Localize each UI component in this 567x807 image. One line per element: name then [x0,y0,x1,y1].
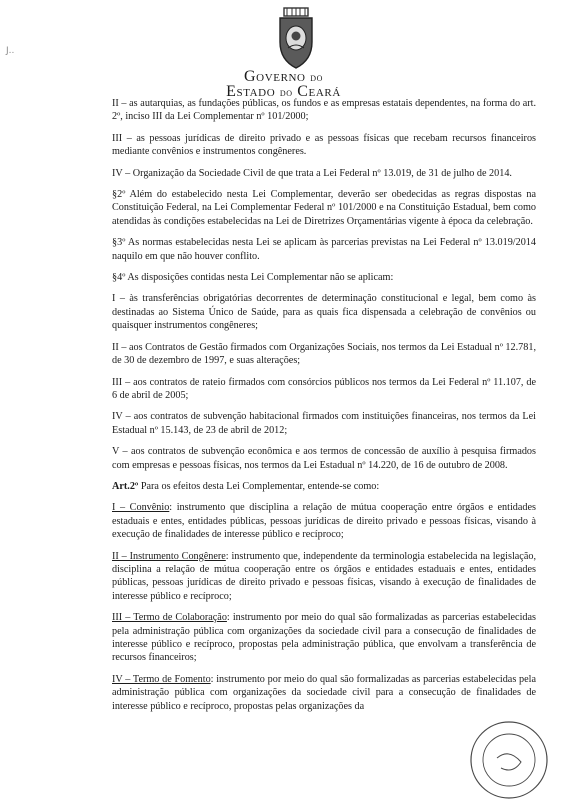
state-coat-of-arms-icon [275,6,317,70]
paragraph-section-4: §4º As disposições contidas nesta Lei Complementar não se aplicam: [112,272,394,284]
definition-term: I – Convênio [112,502,170,514]
header-state-name: Ceará [297,83,341,100]
procuradoria-stamp-icon [467,718,551,802]
definition-term: III – Termo de Colaboração [112,612,227,624]
header-state-main: Estado [226,83,276,100]
document-body [112,97,536,721]
definition-termo-fomento [112,673,536,713]
paragraph-exception-ii: II – aos Contratos de Gestão firmados com Organizações Sociais, nos termos da Lei Estadual nº 12.781, de 30 de dezembro de 1997, e suas alterações; [112,341,536,367]
paragraph-exception-i: I – às transferências obrigatórias decorrentes de determinação constitucional e legal, bem como às destinadas ao Sistema Único de Saúde, para as quais fica dispensada a celebração de convênios ou quaisquer instrumentos congêneres; [112,293,536,332]
paragraph-exception-v: V – aos contratos de subvenção econômica e aos termos de concessão de auxílio à pesquisa firmados com empresas e pessoas físicas, nos termos da Lei Estadual nº 14.220, de 16 de outubro de 2008. [112,446,536,471]
paragraph-inciso-ii: II – as autarquias, as fundações públicas, os fundos e as empresas estatais dependentes, na forma do art. 2º, inciso III da Lei Complementar nº 101/2000; [112,98,536,123]
header-state-small: do [279,87,293,99]
article-2-label: Art.2º [112,480,139,492]
paragraph-exception-iv: IV – aos contratos de subvenção habitacional firmados com instituições financeiras, nos termos da Lei Estadual nº 15.143, de 23 de abril de 2012; [112,411,536,436]
article-2-heading [112,480,536,493]
paragraph-inciso-iv: IV – Organização da Sociedade Civil de que trata a Lei Federal nº 13.019, de 31 de julho de 2014. [112,167,512,179]
paragraph-inciso-iii: III – as pessoas jurídicas de direito privado e as pessoas físicas que recebam recursos financeiros mediante convênios e instrumentos congêneres. [112,132,536,158]
definition-text: : instrumento que, independente da terminologia estabelecida na legislação, disciplina a relação de mútua cooperação entre os órgãos e entidades estaduais e entes, entidades públicas, pessoas jurídicas de direito privado e pessoas físicas, visando à execução de finalidades de interesse público e recíproco; [112,550,536,602]
definition-term: II – Instrumento Congênere [112,550,226,562]
header-government-main: Governo [244,68,306,85]
paragraph-section-3: §3º As normas estabelecidas nesta Lei se aplicam às parcerias previstas na Lei Federal nº 13.019/2014 naquilo em que não houver conflito. [112,237,536,262]
definition-instrumento-congenere [112,550,536,604]
handwritten-margin-note: J.. [6,46,15,56]
definition-term: IV – Termo de Fomento [112,673,211,685]
header-government-small: do [310,72,323,84]
paragraph-section-2: §2º Além do estabelecido nesta Lei Complementar, deverão ser obedecidas as regras dispostas na Constituição Federal, na Lei Complementar Federal nº 101/2000 e na Constituição Estadual, bem como atendidas às condições estabelecidas na Lei de Diretrizes Orçamentárias vigente à época da celebração. [112,189,536,227]
definition-text: : instrumento que disciplina a relação de mútua cooperação entre órgãos e entidades estaduais e entes, entidades públicas, pessoas jurídicas de direito privado e pessoas físicas, visando à execução de finalidades de interesse público e recíproco; [112,502,536,541]
definition-convenio [112,501,536,541]
definition-termo-colaboracao [112,611,536,665]
paragraph-exception-iii: III – aos contratos de rateio firmados com consórcios públicos nos termos da Lei Federal nº 11.107, de 6 de abril de 2005; [112,376,536,401]
definition-text: : instrumento por meio do qual são formalizadas as parcerias estabelecidas pela administração pública com organizações da sociedade civil para a consecução de finalidades de interesse público e recíproco, propostas pelas organizações da [112,673,536,712]
definition-text: : instrumento por meio do qual são formalizadas as parcerias estabelecidas pela administração pública com organizações da sociedade civil para a consecução de finalidades de interesse público e recíproco, propostas pela administração pública, que envolvam a transferência de recursos financeiros; [112,612,536,664]
article-2-intro: Para os efeitos desta Lei Complementar, entende-se como: [138,480,380,492]
